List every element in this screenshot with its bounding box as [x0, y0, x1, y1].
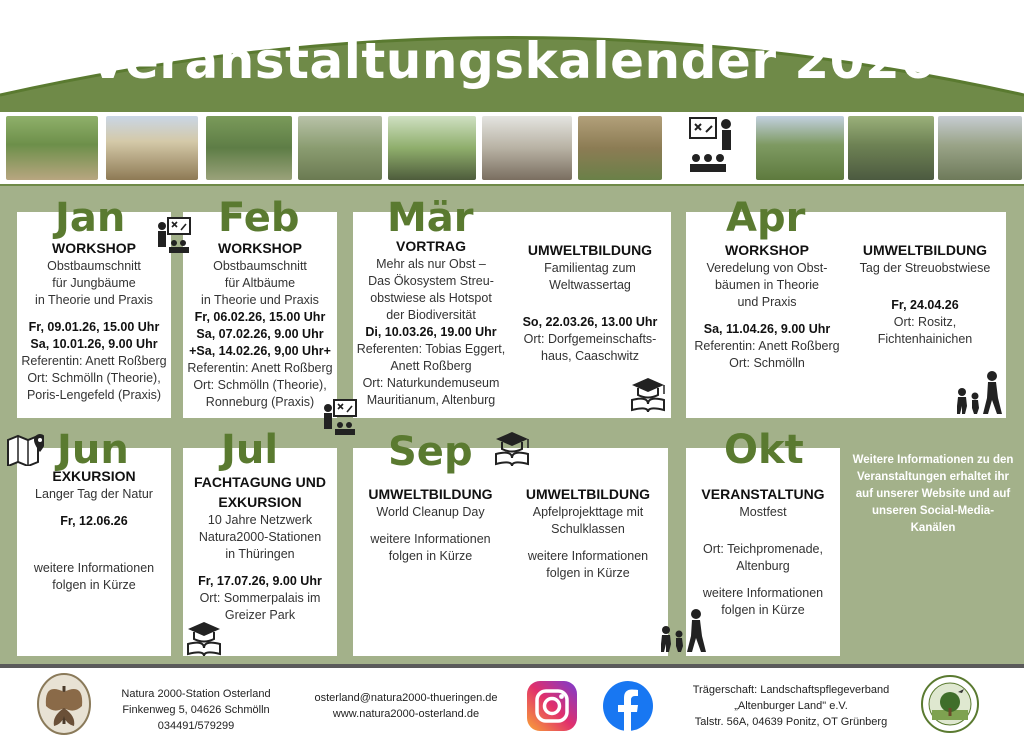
month-jun: Jun: [57, 427, 129, 473]
photo-lecture-outdoor: [388, 116, 476, 180]
event-date: Fr, 24.04.26: [891, 298, 959, 312]
event-desc: Mehr als nur Obst –: [376, 257, 486, 271]
month-jan: Jan: [55, 195, 126, 241]
event-desc: Obstbaumschnitt: [213, 259, 307, 273]
event-info: Referenten: Tobias Eggert,: [356, 342, 506, 356]
facebook-icon[interactable]: [602, 680, 654, 732]
email-link[interactable]: osterland@natura2000-thueringen.de: [314, 692, 498, 704]
photo-group-meadow: [6, 116, 98, 180]
instagram-icon[interactable]: [526, 680, 578, 732]
further-info-note: Weitere Informationen zu den Veranstaltungen erhaltet ihr auf unserer Website und auf unseren Social-Media-Kanälen: [852, 454, 1014, 534]
event-info: Mauritianum, Altenburg: [366, 393, 496, 407]
event-info: haus, Caaschwitz: [541, 349, 639, 363]
photo-riverbank: [938, 116, 1022, 180]
event-info: Referentin: Anett Roßberg: [21, 354, 167, 368]
contact-info: [300, 690, 512, 722]
event-kind: UMWELTBILDUNG: [527, 242, 653, 258]
event-desc: Obstbaumschnitt: [47, 259, 141, 273]
family-icon: [654, 608, 710, 654]
event-kind: WORKSHOP: [218, 240, 302, 256]
month-apr: Apr: [726, 195, 806, 241]
sponsor-info: [666, 682, 916, 730]
teacher-board-icon: [322, 398, 360, 436]
butterfly-logo: [34, 672, 94, 736]
station-address: [104, 686, 288, 734]
event-desc: Weltwassertag: [549, 278, 631, 292]
event-desc: Natura2000-Stationen: [198, 530, 322, 544]
event-desc: für Altbäume: [224, 276, 296, 290]
photo-group-orchard: [206, 116, 292, 180]
event-info: Ronneburg (Praxis): [205, 395, 315, 409]
strip-divider: [0, 184, 1024, 186]
sponsor-line: Trägerschaft: Landschaftspflegeverband: [692, 684, 890, 696]
map-pin-icon: [6, 432, 44, 466]
event-info: folgen in Kürze: [721, 603, 805, 617]
event-desc: in Theorie und Praxis: [201, 293, 319, 307]
event-desc: bäumen in Theorie: [714, 278, 819, 292]
event-info: folgen in Kürze: [546, 566, 630, 580]
event-info: Ort: Sommerpalais im: [199, 591, 321, 605]
event-info: Anett Roßberg: [390, 359, 472, 373]
event-kind: FACHTAGUNG UND EXKURSION: [194, 474, 326, 510]
event-date: Di, 10.03.26, 19.00 Uhr: [365, 325, 497, 339]
graduation-book-icon: [492, 430, 532, 468]
event-apr-1: [688, 240, 846, 372]
photo-kids-activity: [578, 116, 662, 180]
header: [0, 0, 1024, 120]
event-jun: [17, 466, 171, 594]
event-info: Poris-Lengefeld (Praxis): [26, 388, 162, 402]
event-kind: EXKURSION: [52, 468, 136, 484]
event-desc: Familientag zum: [544, 261, 636, 275]
event-kind: UMWELTBILDUNG: [862, 242, 988, 258]
month-feb: Feb: [218, 195, 300, 241]
event-kind: VERANSTALTUNG: [701, 486, 825, 502]
event-date: Sa, 11.04.26, 9.00 Uhr: [703, 322, 831, 336]
teacher-board-icon: [668, 116, 750, 180]
event-info: Ort: Schmölln: [729, 356, 805, 370]
event-apr-2: [846, 240, 1004, 348]
event-okt: [686, 484, 840, 619]
event-kind: VORTRAG: [396, 238, 466, 254]
event-date: Sa, 10.01.26, 9.00 Uhr: [30, 337, 158, 351]
event-desc: Das Ökosystem Streu-: [368, 274, 494, 288]
event-desc: Veredelung von Obst-: [706, 261, 828, 275]
event-kind: UMWELTBILDUNG: [525, 486, 651, 502]
event-mar-1: [353, 236, 509, 409]
event-info: Ort: Rositz, Fichtenhainichen: [877, 315, 973, 346]
event-info: Ort: Teichpromenade,: [703, 542, 823, 556]
month-mar: Mär: [387, 195, 474, 241]
event-desc: obstwiese als Hotspot: [370, 291, 492, 305]
photo-workshop-icon: [668, 116, 750, 180]
event-kind: UMWELTBILDUNG: [368, 486, 493, 502]
event-jul: [183, 472, 337, 624]
page-title: Veranstaltungskalender 2026: [88, 32, 936, 90]
event-desc: Tag der Streuobstwiese: [859, 261, 991, 275]
event-info: Ort: Dorfgemeinschafts-: [523, 332, 657, 346]
event-date: Fr, 06.02.26, 15.00 Uhr: [194, 310, 326, 324]
event-date: So, 22.03.26, 13.00 Uhr: [522, 315, 658, 329]
photo-seminar-room: [482, 116, 572, 180]
event-desc: Langer Tag der Natur: [35, 487, 153, 501]
event-info: folgen in Kürze: [388, 549, 473, 563]
event-info: Ort: Schmölln (Theorie),: [27, 371, 161, 385]
teacher-board-icon: [156, 216, 194, 254]
sponsor-line: „Altenburger Land" e.V.: [734, 700, 848, 712]
event-info: weitere Informationen: [33, 561, 155, 575]
graduation-book-icon: [628, 376, 668, 414]
event-feb: [183, 238, 337, 411]
photo-pond-cleanup: [848, 116, 934, 180]
event-info: folgen in Kürze: [52, 578, 136, 592]
event-info: Ort: Naturkundemuseum: [362, 376, 500, 390]
month-jul: Jul: [221, 427, 279, 473]
station-name: Natura 2000-Station Osterland: [121, 688, 271, 700]
event-info: Referentin: Anett Roßberg: [187, 361, 333, 375]
photo-wetland-group: [756, 116, 844, 180]
event-desc: für Jungbäume: [52, 276, 136, 290]
month-okt: Okt: [724, 427, 804, 473]
month-sep: Sep: [388, 429, 473, 475]
event-info: Referentin: Anett Roßberg: [694, 339, 840, 353]
event-desc: Schulklassen: [551, 522, 625, 536]
station-street: Finkenweg 5, 04626 Schmölln: [122, 704, 270, 716]
event-info: weitere Informationen: [702, 586, 824, 600]
graduation-book-icon: [184, 620, 224, 656]
event-date: Fr, 17.07.26, 9.00 Uhr: [198, 574, 322, 588]
event-date: +Sa, 14.02.26, 9,00 Uhr+: [189, 344, 331, 358]
event-kind: WORKSHOP: [725, 242, 809, 258]
event-desc: und Praxis: [737, 295, 797, 309]
event-info: weitere Informationen: [370, 532, 491, 546]
event-info: Greizer Park: [224, 608, 296, 622]
lpv-emblem-logo: [920, 674, 980, 734]
event-jan: [17, 238, 171, 404]
station-phone: 034491/579299: [157, 720, 235, 732]
event-desc: Mostfest: [739, 505, 787, 519]
event-info: weitere Informationen: [527, 549, 649, 563]
sponsor-line: Talstr. 56A, 04639 Ponitz, OT Grünberg: [694, 716, 888, 728]
event-kind: WORKSHOP: [52, 240, 136, 256]
event-desc: World Cleanup Day: [376, 505, 485, 519]
event-desc: in Thüringen: [225, 547, 295, 561]
family-icon: [950, 370, 1006, 416]
event-desc: in Theorie und Praxis: [35, 293, 153, 307]
event-desc: der Biodiversität: [386, 308, 476, 322]
event-info: Ort: Schmölln (Theorie),: [193, 378, 327, 392]
photo-group-park: [298, 116, 382, 180]
event-info: Altenburg: [736, 559, 790, 573]
website-link[interactable]: www.natura2000-osterland.de: [332, 708, 480, 720]
event-mar-2: [511, 240, 669, 365]
event-date: Sa, 07.02.26, 9.00 Uhr: [196, 327, 324, 341]
event-desc: 10 Jahre Netzwerk: [207, 513, 313, 527]
photo-field-walk: [106, 116, 198, 180]
event-sep-2: [508, 484, 668, 582]
event-desc: Apfelprojekttage mit: [532, 505, 644, 519]
event-date: Fr, 09.01.26, 15.00 Uhr: [28, 320, 160, 334]
event-date: Fr, 12.06.26: [60, 514, 128, 528]
event-sep-1: [353, 484, 508, 565]
